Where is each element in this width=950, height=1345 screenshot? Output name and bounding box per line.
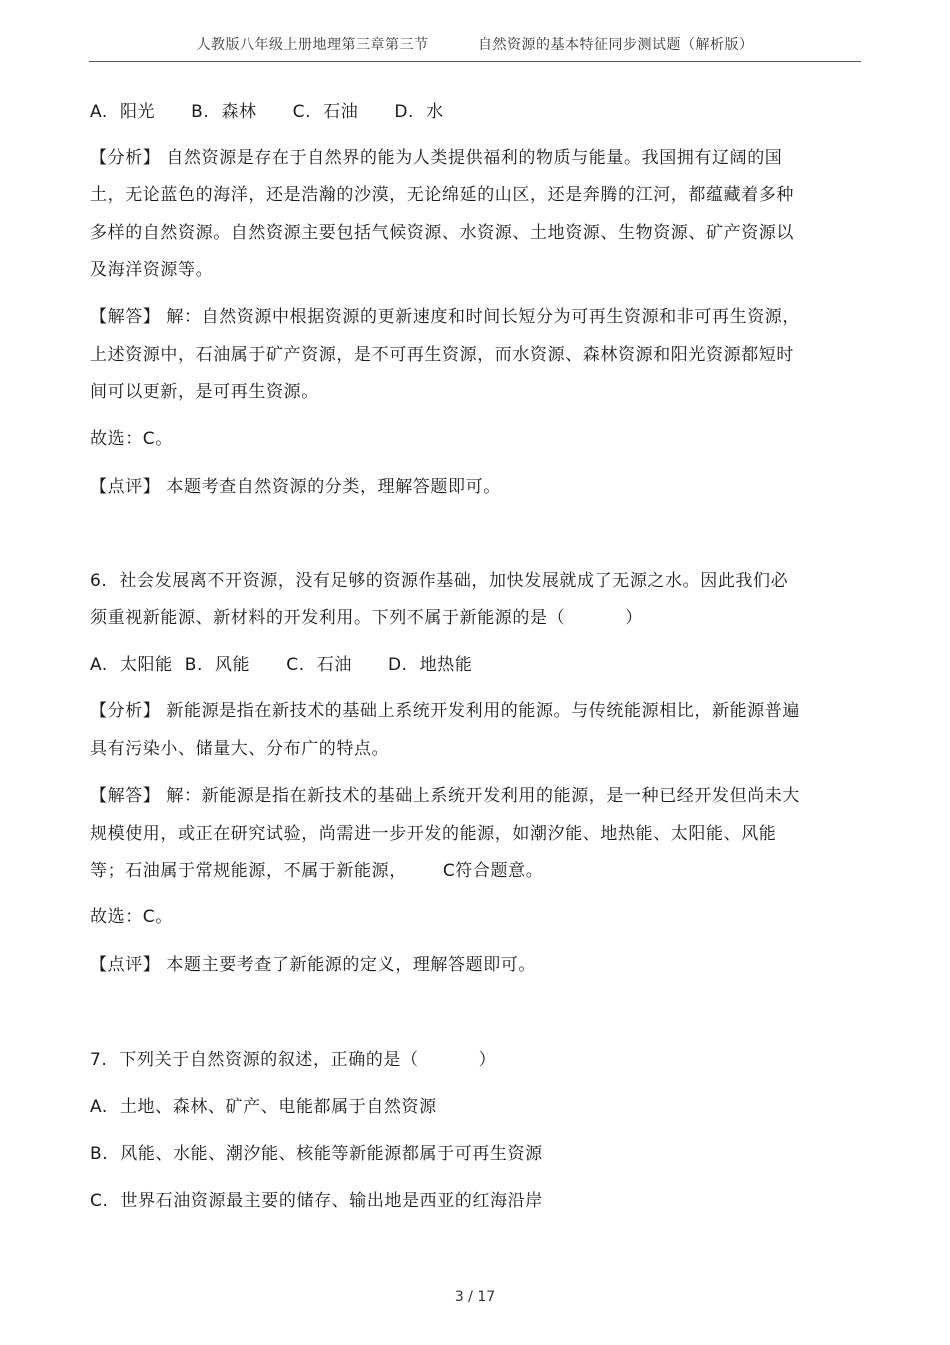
q5-comment: 【点评】 本题考查自然资源的分类，理解答题即可。 [90,477,501,497]
q6-answer-line-2: 规模使用，或正在研究试验，尚需进一步开发的能源，如潮汐能、地热能、太阳能、风能 [90,824,777,844]
q5-analysis-line-3: 多样的自然资源。自然资源主要包括气候资源、水资源、土地资源、生物资源、矿产资源以 [90,223,794,243]
q5-answer-line-2: 上述资源中，石油属于矿产资源，是不可再生资源，而水资源、森林资源和阳光资源都短时 [90,345,794,365]
page-number: 3 / 17 [454,1289,496,1305]
q6-analysis-line-1: 【分析】 新能源是指在新技术的基础上系统开发利用的能源。与传统能源相比，新能源普遍 [90,701,801,721]
q6-answer-line-3: 等；石油属于常规能源，不属于新能源， C符合题意。 [90,861,544,881]
q7-option-c: C. 世界石油资源最主要的储存、输出地是西亚的红海沿岸 [90,1191,543,1211]
q6-stem-line-2: 须重视新能源、新材料的开发利用。下列不属于新能源的是（ ） [90,608,643,628]
q5-analysis-line-4: 及海洋资源等。 [90,260,214,280]
q5-answer-line-3: 间可以更新，是可再生资源。 [90,382,319,402]
q5-answer-line-1: 【解答】 解：自然资源中根据资源的更新速度和时间长短分为可再生资源和非可再生资源， [90,307,801,327]
q5-choice: 故选：C。 [90,429,173,449]
q6-options: A. 太阳能 B. 风能 C. 石油 D. 地热能 [90,655,473,675]
q6-stem-line-1: 6. 社会发展离不开资源，没有足够的资源作基础，加快发展就成了无源之水。因此我们必 [90,571,789,591]
page-header: 人教版八年级上册地理第三章第三节 自然资源的基本特征同步测试题（解析版） [196,37,754,53]
q5-analysis-line-1: 【分析】 自然资源是存在于自然界的能为人类提供福利的物质与能量。我国拥有辽阔的国 [90,148,783,168]
q5-options: A. 阳光 B. 森林 C. 石油 D. 水 [90,102,444,122]
q7-stem: 7. 下列关于自然资源的叙述，正确的是（ ） [90,1050,497,1070]
q6-choice: 故选：C。 [90,907,173,927]
q6-comment: 【点评】 本题主要考查了新能源的定义，理解答题即可。 [90,955,537,975]
q7-option-a: A. 土地、森林、矿产、电能都属于自然资源 [90,1097,437,1117]
q6-answer-line-1: 【解答】 解：新能源是指在新技术的基础上系统开发利用的能源，是一种已经开发但尚未大 [90,786,801,806]
q5-analysis-line-2: 土，无论蓝色的海洋，还是浩瀚的沙漠，无论绵延的山区，还是奔腾的江河，都蕴藏着多种 [90,185,794,205]
header-rule [89,61,861,62]
q7-option-b: B. 风能、水能、潮汐能、核能等新能源都属于可再生资源 [90,1144,543,1164]
q6-analysis-line-2: 具有污染小、储量大、分布广的特点。 [90,739,390,759]
